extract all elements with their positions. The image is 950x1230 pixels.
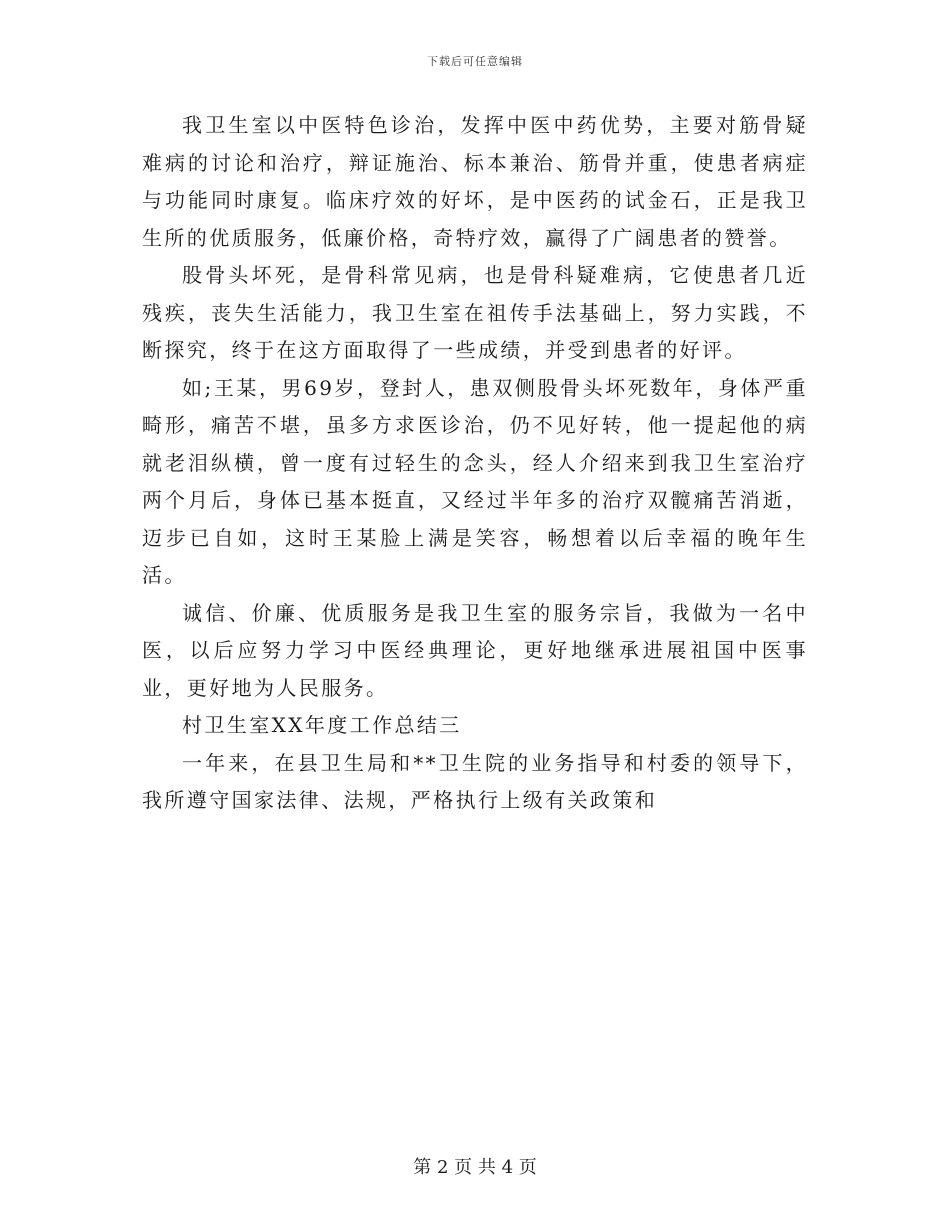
page-number-label: 第 2 页 共 4 页 [413,1157,537,1178]
page-footer [0,1153,950,1179]
section-heading: 村卫生室XX年度工作总结三 [182,713,462,737]
document-body [142,107,808,820]
paragraph-5: 一年来，在县卫生局和**卫生院的业务指导和村委的领导下，我所遵守国家法律、法规，严格执行上级有关政策和 [142,750,808,812]
paragraph-2: 股骨头坏死，是骨科常见病，也是骨科疑难病，它使患者几近残疾，丧失生活能力，我卫生室在祖传手法基础上，努力实践，不断探究，终于在这方面取得了一些成绩，并受到患者的好评。 [142,263,808,362]
header-note: 下载后可任意编辑 [427,55,523,68]
paragraph-3: 如;王某，男69岁，登封人，患双侧股骨头坏死数年，身体严重畸形，痛苦不堪，虽多方求医诊治，仍不见好转，他一提起他的病就老泪纵横，曾一度有过轻生的念头，经人介绍来到我卫生室治疗两个月后，身体已基本挺直，又经过半年多的治疗双髋痛苦消逝，迈步已自如，这时王某脸上满是笑容，畅想着以后幸福的晚年生活。 [142,375,808,587]
paragraph-1: 我卫生室以中医特色诊治，发挥中医中药优势，主要对筋骨疑难病的讨论和治疗，辩证施治、标本兼治、筋骨并重，使患者病症与功能同时康复。临床疗效的好坏，是中医药的试金石，正是我卫生所的优质服务，低廉价格，奇特疗效，赢得了广阔患者的赞誉。 [142,113,808,250]
paragraph-4: 诚信、价廉、优质服务是我卫生室的服务宗旨，我做为一名中医，以后应努力学习中医经典理论，更好地继承进展祖国中医事业，更好地为人民服务。 [142,600,808,700]
